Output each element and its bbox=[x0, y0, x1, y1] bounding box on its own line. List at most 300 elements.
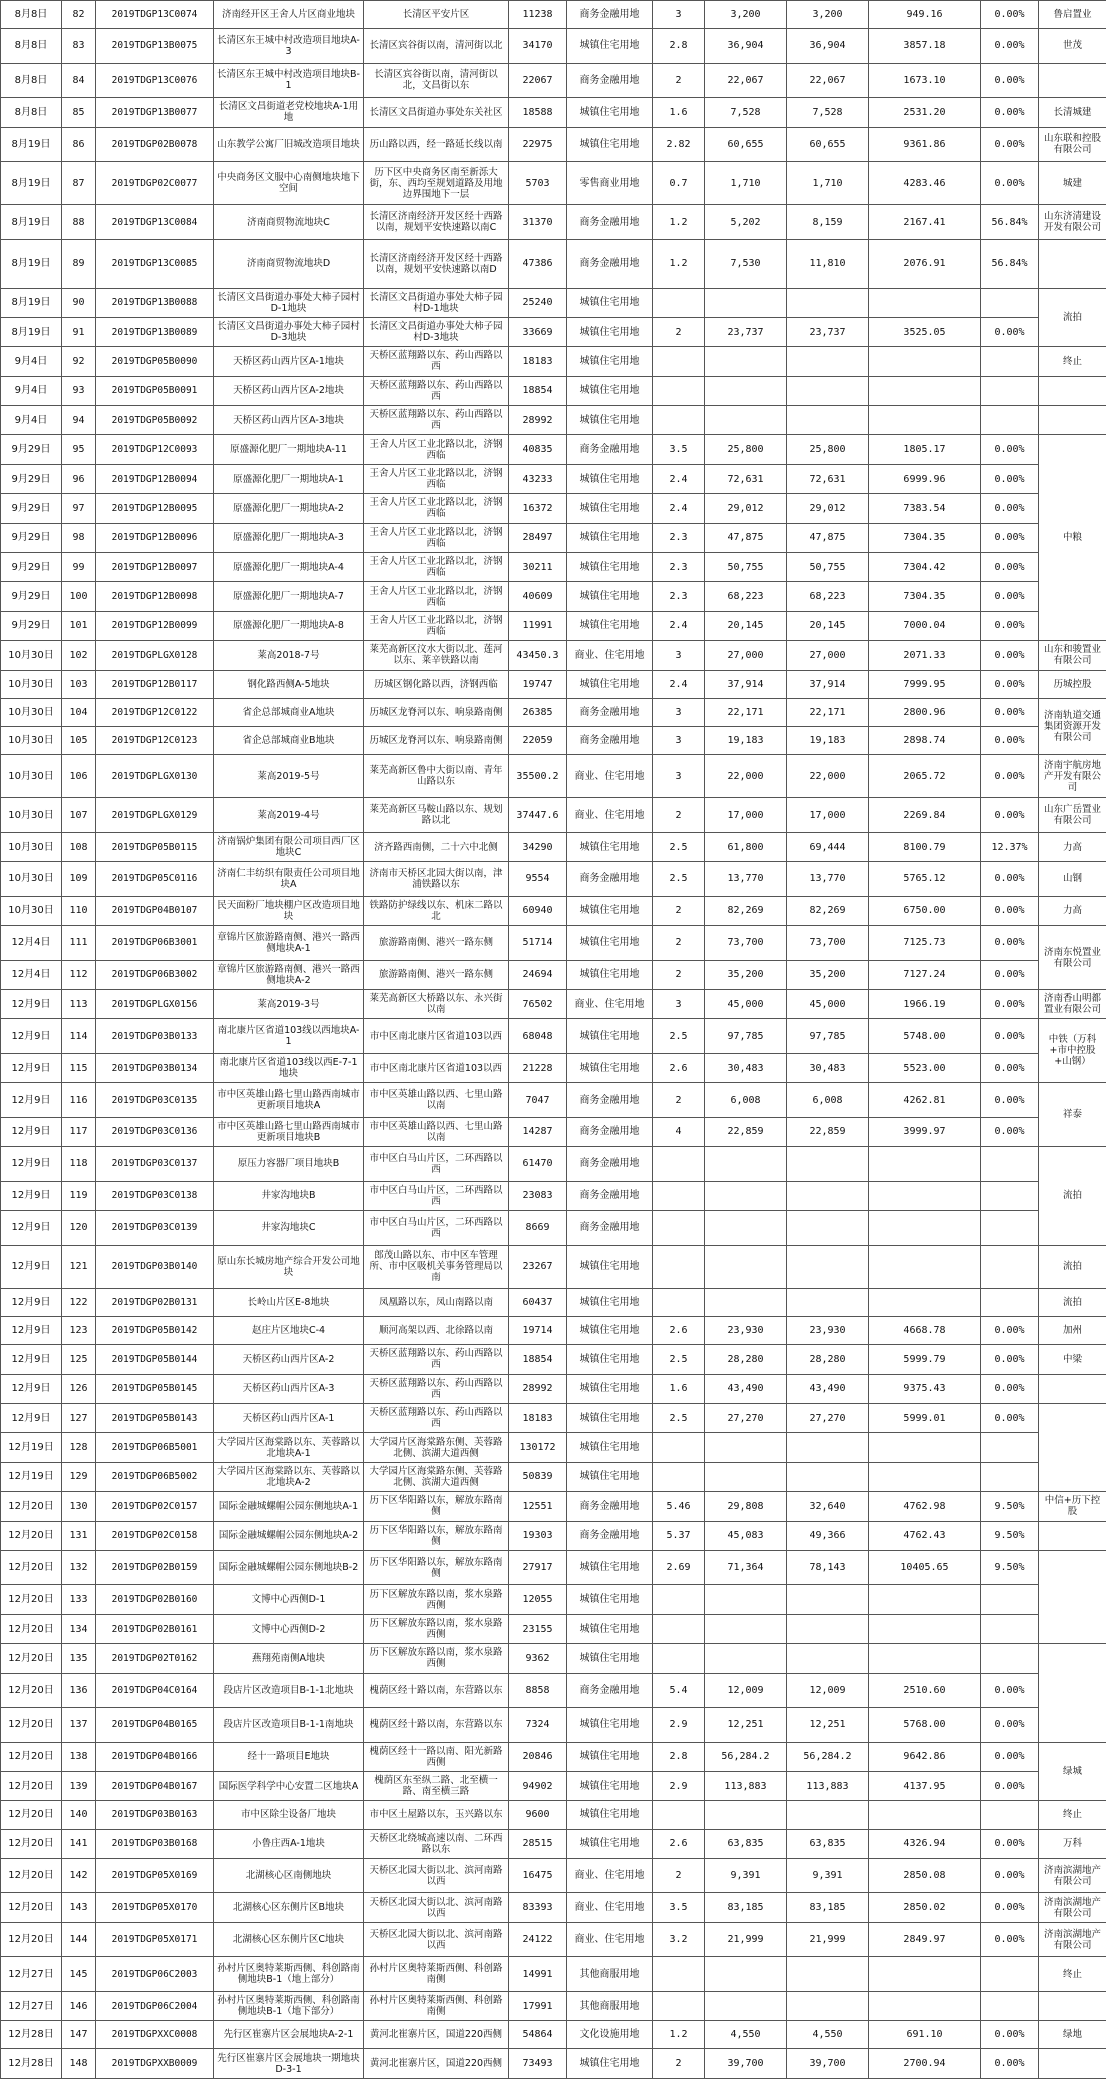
floor-price: 2076.91 bbox=[869, 239, 981, 288]
land-use: 城镇住宅用地 bbox=[567, 1550, 653, 1585]
row-number: 128 bbox=[62, 1433, 96, 1462]
land-area: 76502 bbox=[509, 990, 567, 1019]
land-use: 城镇住宅用地 bbox=[567, 406, 653, 435]
plot-ratio: 3 bbox=[653, 754, 705, 797]
parcel-name: 原压力容器厂项目地块B bbox=[214, 1147, 364, 1182]
calc-building-area: 27,000 bbox=[787, 641, 869, 670]
plot-ratio bbox=[653, 1462, 705, 1491]
parcel-name: 段店片区改造项目B-1-1南地块 bbox=[214, 1708, 364, 1743]
floor-price bbox=[869, 1462, 981, 1491]
land-area: 16475 bbox=[509, 1858, 567, 1893]
land-area: 11238 bbox=[509, 1, 567, 29]
row-number: 99 bbox=[62, 553, 96, 582]
calc-building-area bbox=[787, 1462, 869, 1491]
parcel-code: 2019TDGPLGX0156 bbox=[96, 990, 214, 1019]
table-row bbox=[1, 1289, 1106, 1317]
land-area: 8669 bbox=[509, 1211, 567, 1246]
land-area: 60437 bbox=[509, 1289, 567, 1317]
parcel-location: 大学园片区海棠路东侧、芙蓉路北侧、滨湖大道西侧 bbox=[364, 1433, 509, 1462]
calc-building-area bbox=[787, 288, 869, 317]
parcel-name: 长清区东王城中村改造项目地块B-1 bbox=[214, 63, 364, 98]
floor-price: 4137.95 bbox=[869, 1772, 981, 1801]
land-use: 商务金融用地 bbox=[567, 1083, 653, 1118]
plot-ratio: 2.5 bbox=[653, 1404, 705, 1433]
premium-rate: 0.00% bbox=[981, 162, 1039, 205]
table-row bbox=[1, 1957, 1106, 1992]
land-area: 73493 bbox=[509, 2049, 567, 2079]
parcel-location: 天桥区蓝翔路以东、药山西路以西 bbox=[364, 347, 509, 376]
floor-price: 7304.35 bbox=[869, 582, 981, 611]
buyer bbox=[1039, 1644, 1106, 1742]
row-number: 125 bbox=[62, 1345, 96, 1374]
parcel-location: 历下区解放东路以南，浆水泉路西侧 bbox=[364, 1614, 509, 1643]
parcel-code: 2019TDGP02C0077 bbox=[96, 162, 214, 205]
parcel-name: 省企总部城商业A地块 bbox=[214, 698, 364, 726]
floor-price: 4668.78 bbox=[869, 1317, 981, 1345]
row-date: 10月30日 bbox=[1, 726, 62, 754]
floor-price bbox=[869, 1957, 981, 1992]
row-number: 95 bbox=[62, 435, 96, 464]
land-use: 商务金融用地 bbox=[567, 1492, 653, 1521]
land-area: 33669 bbox=[509, 317, 567, 346]
row-date: 8月8日 bbox=[1, 1, 62, 29]
land-area: 23267 bbox=[509, 1245, 567, 1288]
parcel-location: 市中区英雄山路以西、七里山路以南 bbox=[364, 1117, 509, 1146]
parcel-code: 2019TDGP12C0122 bbox=[96, 698, 214, 726]
land-area: 31370 bbox=[509, 205, 567, 240]
buyer: 流拍 bbox=[1039, 1147, 1106, 1245]
building-area: 28,280 bbox=[705, 1345, 787, 1374]
calc-building-area: 37,914 bbox=[787, 670, 869, 698]
row-date: 10月30日 bbox=[1, 641, 62, 670]
row-number: 145 bbox=[62, 1957, 96, 1992]
plot-ratio: 3 bbox=[653, 641, 705, 670]
premium-rate: 0.00% bbox=[981, 127, 1039, 162]
buyer: 流拍 bbox=[1039, 1245, 1106, 1288]
row-date: 8月19日 bbox=[1, 288, 62, 317]
plot-ratio: 1.2 bbox=[653, 239, 705, 288]
floor-price bbox=[869, 347, 981, 376]
premium-rate bbox=[981, 1211, 1039, 1246]
parcel-code: 2019TDGP05B0092 bbox=[96, 406, 214, 435]
land-area: 18183 bbox=[509, 1404, 567, 1433]
premium-rate bbox=[981, 1801, 1039, 1829]
parcel-code: 2019TDGP03C0139 bbox=[96, 1211, 214, 1246]
parcel-name: 国际医学科学中心安置二区地块A bbox=[214, 1772, 364, 1801]
calc-building-area bbox=[787, 376, 869, 405]
land-area: 23083 bbox=[509, 1181, 567, 1210]
floor-price: 5768.00 bbox=[869, 1708, 981, 1743]
building-area: 22,067 bbox=[705, 63, 787, 98]
floor-price: 1966.19 bbox=[869, 990, 981, 1019]
table-row bbox=[1, 1801, 1106, 1829]
row-date: 12月20日 bbox=[1, 1492, 62, 1521]
building-area bbox=[705, 1644, 787, 1673]
table-row bbox=[1, 832, 1106, 861]
buyer bbox=[1039, 1374, 1106, 1403]
row-date: 12月20日 bbox=[1, 1550, 62, 1585]
floor-price: 5748.00 bbox=[869, 1019, 981, 1054]
parcel-name: 省企总部城商业B地块 bbox=[214, 726, 364, 754]
parcel-code: 2019TDGP04B0107 bbox=[96, 896, 214, 925]
land-use: 城镇住宅用地 bbox=[567, 1374, 653, 1403]
row-date: 12月28日 bbox=[1, 2021, 62, 2049]
floor-price: 7125.73 bbox=[869, 926, 981, 961]
plot-ratio: 2.6 bbox=[653, 1053, 705, 1082]
plot-ratio bbox=[653, 1181, 705, 1210]
parcel-code: 2019TDGP04B0167 bbox=[96, 1772, 214, 1801]
calc-building-area: 45,000 bbox=[787, 990, 869, 1019]
parcel-location: 王舍人片区工业北路以北，济钢西临 bbox=[364, 611, 509, 640]
land-use: 商务金融用地 bbox=[567, 1673, 653, 1708]
land-area: 16372 bbox=[509, 494, 567, 523]
row-number: 136 bbox=[62, 1673, 96, 1708]
table-row bbox=[1, 798, 1106, 833]
plot-ratio bbox=[653, 376, 705, 405]
table-row bbox=[1, 1893, 1106, 1922]
parcel-location: 莱芜高新区马鞍山路以东、规划路以北 bbox=[364, 798, 509, 833]
row-date: 9月4日 bbox=[1, 347, 62, 376]
parcel-name: 井家沟地块B bbox=[214, 1181, 364, 1210]
premium-rate: 0.00% bbox=[981, 1893, 1039, 1922]
parcel-code: 2019TDGP04C0164 bbox=[96, 1673, 214, 1708]
buyer: 济南轨道交通集团资源开发有限公司 bbox=[1039, 698, 1106, 754]
plot-ratio: 5.4 bbox=[653, 1673, 705, 1708]
plot-ratio: 2 bbox=[653, 63, 705, 98]
land-area: 19747 bbox=[509, 670, 567, 698]
parcel-name: 长清区东王城中村改造项目地块A-3 bbox=[214, 29, 364, 64]
building-area: 22,171 bbox=[705, 698, 787, 726]
premium-rate: 0.00% bbox=[981, 726, 1039, 754]
premium-rate: 0.00% bbox=[981, 1673, 1039, 1708]
floor-price: 2849.97 bbox=[869, 1922, 981, 1957]
parcel-name: 莱高2019-5号 bbox=[214, 754, 364, 797]
calc-building-area: 27,270 bbox=[787, 1404, 869, 1433]
plot-ratio: 2.5 bbox=[653, 832, 705, 861]
row-date: 10月30日 bbox=[1, 754, 62, 797]
buyer: 历城控股 bbox=[1039, 670, 1106, 698]
parcel-location: 历下区解放东路以南，浆水泉路西侧 bbox=[364, 1585, 509, 1614]
row-number: 132 bbox=[62, 1550, 96, 1585]
building-area bbox=[705, 1991, 787, 2020]
row-number: 88 bbox=[62, 205, 96, 240]
table-row bbox=[1, 1019, 1106, 1054]
parcel-code: 2019TDGP05B0143 bbox=[96, 1404, 214, 1433]
parcel-code: 2019TDGP12B0095 bbox=[96, 494, 214, 523]
calc-building-area: 32,640 bbox=[787, 1492, 869, 1521]
building-area bbox=[705, 1245, 787, 1288]
table-row bbox=[1, 1585, 1106, 1614]
row-number: 110 bbox=[62, 896, 96, 925]
premium-rate: 0.00% bbox=[981, 641, 1039, 670]
land-area: 18854 bbox=[509, 1345, 567, 1374]
premium-rate bbox=[981, 1991, 1039, 2020]
parcel-code: 2019TDGP03B0133 bbox=[96, 1019, 214, 1054]
table-row bbox=[1, 1858, 1106, 1893]
land-area: 28497 bbox=[509, 523, 567, 552]
parcel-name: 原盛源化肥厂一期地块A-3 bbox=[214, 523, 364, 552]
floor-price bbox=[869, 376, 981, 405]
parcel-location: 历城区龙脊河以东、响泉路南侧 bbox=[364, 698, 509, 726]
premium-rate: 0.00% bbox=[981, 754, 1039, 797]
building-area: 35,200 bbox=[705, 960, 787, 989]
calc-building-area: 9,391 bbox=[787, 1858, 869, 1893]
row-number: 97 bbox=[62, 494, 96, 523]
table-row bbox=[1, 1117, 1106, 1146]
plot-ratio: 5.46 bbox=[653, 1492, 705, 1521]
row-date: 12月20日 bbox=[1, 1708, 62, 1743]
row-date: 8月19日 bbox=[1, 162, 62, 205]
land-area: 21228 bbox=[509, 1053, 567, 1082]
floor-price: 4762.98 bbox=[869, 1492, 981, 1521]
land-area: 22059 bbox=[509, 726, 567, 754]
parcel-code: 2019TDGP05B0091 bbox=[96, 376, 214, 405]
row-date: 8月8日 bbox=[1, 29, 62, 64]
parcel-code: 2019TDGPLGX0128 bbox=[96, 641, 214, 670]
row-number: 104 bbox=[62, 698, 96, 726]
parcel-name: 先行区崔寨片区会展地块一期地块D-3-1 bbox=[214, 2049, 364, 2079]
parcel-location: 凤凰路以东，凤山南路以南 bbox=[364, 1289, 509, 1317]
row-date: 12月9日 bbox=[1, 1083, 62, 1118]
row-date: 9月4日 bbox=[1, 376, 62, 405]
parcel-location: 长清区宾谷街以南，清河街以北，文昌街以东 bbox=[364, 63, 509, 98]
parcel-location: 历下区中央商务区南至新泺大街，东、西均至规划道路及用地边界围地下一层 bbox=[364, 162, 509, 205]
premium-rate: 0.00% bbox=[981, 1404, 1039, 1433]
premium-rate: 0.00% bbox=[981, 1742, 1039, 1771]
plot-ratio: 2.69 bbox=[653, 1550, 705, 1585]
floor-price: 3999.97 bbox=[869, 1117, 981, 1146]
building-area: 36,904 bbox=[705, 29, 787, 64]
parcel-name: 原山东长城房地产综合开发公司地块 bbox=[214, 1245, 364, 1288]
parcel-name: 章锦片区旅游路南侧、港兴一路西侧地块A-1 bbox=[214, 926, 364, 961]
calc-building-area bbox=[787, 1991, 869, 2020]
plot-ratio: 3 bbox=[653, 698, 705, 726]
parcel-location: 天桥区北园大街以北、滨河南路以西 bbox=[364, 1858, 509, 1893]
table-row bbox=[1, 1492, 1106, 1521]
parcel-name: 南北康片区省道103线以西E-7-1地块 bbox=[214, 1053, 364, 1082]
buyer: 绿城 bbox=[1039, 1742, 1106, 1801]
row-number: 119 bbox=[62, 1181, 96, 1210]
premium-rate: 56.84% bbox=[981, 239, 1039, 288]
parcel-location: 长清区济南经济开发区经十西路以南，规划平安快速路以南C bbox=[364, 205, 509, 240]
land-use: 城镇住宅用地 bbox=[567, 960, 653, 989]
calc-building-area bbox=[787, 1147, 869, 1182]
parcel-location: 长清区济南经济开发区经十西路以南，规划平安快速路以南D bbox=[364, 239, 509, 288]
parcel-name: 赵庄片区地块C-4 bbox=[214, 1317, 364, 1345]
table-row bbox=[1, 1708, 1106, 1743]
parcel-code: 2019TDGP03B0163 bbox=[96, 1801, 214, 1829]
row-number: 129 bbox=[62, 1462, 96, 1491]
floor-price: 4262.81 bbox=[869, 1083, 981, 1118]
calc-building-area: 22,859 bbox=[787, 1117, 869, 1146]
parcel-code: 2019TDGP03C0137 bbox=[96, 1147, 214, 1182]
parcel-code: 2019TDGP05B0144 bbox=[96, 1345, 214, 1374]
land-use: 商业、住宅用地 bbox=[567, 641, 653, 670]
land-area: 17991 bbox=[509, 1991, 567, 2020]
building-area bbox=[705, 1462, 787, 1491]
table-row bbox=[1, 1374, 1106, 1403]
land-area: 12055 bbox=[509, 1585, 567, 1614]
calc-building-area: 22,171 bbox=[787, 698, 869, 726]
buyer bbox=[1039, 239, 1106, 288]
row-number: 84 bbox=[62, 63, 96, 98]
row-date: 9月29日 bbox=[1, 464, 62, 493]
premium-rate: 0.00% bbox=[981, 1374, 1039, 1403]
building-area: 45,083 bbox=[705, 1521, 787, 1550]
land-area: 19714 bbox=[509, 1317, 567, 1345]
land-use: 商务金融用地 bbox=[567, 239, 653, 288]
building-area: 71,364 bbox=[705, 1550, 787, 1585]
parcel-location: 历山路以西，经一路延长线以南 bbox=[364, 127, 509, 162]
buyer: 终止 bbox=[1039, 1957, 1106, 1992]
row-date: 12月20日 bbox=[1, 1585, 62, 1614]
floor-price: 3525.05 bbox=[869, 317, 981, 346]
building-area: 22,859 bbox=[705, 1117, 787, 1146]
land-use: 城镇住宅用地 bbox=[567, 2049, 653, 2079]
premium-rate bbox=[981, 288, 1039, 317]
building-area: 13,770 bbox=[705, 862, 787, 897]
parcel-name: 北湖核心区南侧地块 bbox=[214, 1858, 364, 1893]
land-area: 14991 bbox=[509, 1957, 567, 1992]
land-use: 零售商业用地 bbox=[567, 162, 653, 205]
building-area: 23,930 bbox=[705, 1317, 787, 1345]
calc-building-area: 36,904 bbox=[787, 29, 869, 64]
land-use: 商业、住宅用地 bbox=[567, 1922, 653, 1957]
parcel-code: 2019TDGP05C0116 bbox=[96, 862, 214, 897]
premium-rate: 0.00% bbox=[981, 896, 1039, 925]
building-area: 50,755 bbox=[705, 553, 787, 582]
parcel-name: 天桥区药山西片区A-2 bbox=[214, 1345, 364, 1374]
parcel-code: 2019TDGP05X0171 bbox=[96, 1922, 214, 1957]
premium-rate: 0.00% bbox=[981, 523, 1039, 552]
building-area: 68,223 bbox=[705, 582, 787, 611]
plot-ratio: 1.6 bbox=[653, 1374, 705, 1403]
floor-price: 6999.96 bbox=[869, 464, 981, 493]
parcel-name: 市中区英雄山路七里山路西南城市更新项目地块A bbox=[214, 1083, 364, 1118]
row-date: 8月8日 bbox=[1, 63, 62, 98]
parcel-code: 2019TDGP04B0165 bbox=[96, 1708, 214, 1743]
land-use: 城镇住宅用地 bbox=[567, 127, 653, 162]
table-row bbox=[1, 464, 1106, 493]
table-row bbox=[1, 1, 1106, 29]
floor-price: 2800.96 bbox=[869, 698, 981, 726]
land-use: 商务金融用地 bbox=[567, 1117, 653, 1146]
table-row bbox=[1, 896, 1106, 925]
table-row bbox=[1, 670, 1106, 698]
row-date: 8月19日 bbox=[1, 205, 62, 240]
row-number: 116 bbox=[62, 1083, 96, 1118]
plot-ratio bbox=[653, 1991, 705, 2020]
parcel-location: 历下区华阳路以东，解放东路南侧 bbox=[364, 1521, 509, 1550]
table-row bbox=[1, 1433, 1106, 1462]
land-use: 商业、住宅用地 bbox=[567, 1858, 653, 1893]
floor-price: 7304.35 bbox=[869, 523, 981, 552]
row-number: 96 bbox=[62, 464, 96, 493]
row-number: 111 bbox=[62, 926, 96, 961]
table-row bbox=[1, 1550, 1106, 1585]
building-area bbox=[705, 1585, 787, 1614]
buyer: 长清城建 bbox=[1039, 98, 1106, 127]
parcel-code: 2019TDGP02B0131 bbox=[96, 1289, 214, 1317]
premium-rate: 0.00% bbox=[981, 63, 1039, 98]
calc-building-area: 22,000 bbox=[787, 754, 869, 797]
land-use: 城镇住宅用地 bbox=[567, 98, 653, 127]
building-area: 30,483 bbox=[705, 1053, 787, 1082]
floor-price: 7127.24 bbox=[869, 960, 981, 989]
calc-building-area: 8,159 bbox=[787, 205, 869, 240]
parcel-name: 莱高2019-3号 bbox=[214, 990, 364, 1019]
buyer: 流拍 bbox=[1039, 288, 1106, 347]
buyer: 济南滨湖地产有限公司 bbox=[1039, 1893, 1106, 1922]
row-number: 148 bbox=[62, 2049, 96, 2079]
parcel-code: 2019TDGP12B0117 bbox=[96, 670, 214, 698]
land-area: 8858 bbox=[509, 1673, 567, 1708]
row-date: 8月8日 bbox=[1, 98, 62, 127]
parcel-name: 井家沟地块C bbox=[214, 1211, 364, 1246]
calc-building-area: 82,269 bbox=[787, 896, 869, 925]
row-date: 8月19日 bbox=[1, 127, 62, 162]
row-date: 8月19日 bbox=[1, 317, 62, 346]
premium-rate: 9.50% bbox=[981, 1550, 1039, 1585]
calc-building-area: 35,200 bbox=[787, 960, 869, 989]
floor-price: 4283.46 bbox=[869, 162, 981, 205]
building-area: 113,883 bbox=[705, 1772, 787, 1801]
parcel-name: 原盛源化肥厂一期地块A-11 bbox=[214, 435, 364, 464]
parcel-code: 2019TDGP12B0098 bbox=[96, 582, 214, 611]
buyer: 力高 bbox=[1039, 832, 1106, 861]
calc-building-area: 28,280 bbox=[787, 1345, 869, 1374]
floor-price: 2510.60 bbox=[869, 1673, 981, 1708]
building-area: 20,145 bbox=[705, 611, 787, 640]
buyer: 流拍 bbox=[1039, 1289, 1106, 1317]
buyer bbox=[1039, 63, 1106, 98]
parcel-code: 2019TDGP13B0089 bbox=[96, 317, 214, 346]
floor-price: 2850.08 bbox=[869, 1858, 981, 1893]
parcel-location: 旅游路南侧、港兴一路东侧 bbox=[364, 960, 509, 989]
parcel-location: 莱芜高新区大桥路以东、永兴街以南 bbox=[364, 990, 509, 1019]
buyer: 终止 bbox=[1039, 1801, 1106, 1829]
premium-rate: 56.84% bbox=[981, 205, 1039, 240]
building-area: 23,737 bbox=[705, 317, 787, 346]
calc-building-area: 25,800 bbox=[787, 435, 869, 464]
floor-price: 5765.12 bbox=[869, 862, 981, 897]
parcel-name: 民天面粉厂地块棚户区改造项目地块 bbox=[214, 896, 364, 925]
building-area bbox=[705, 376, 787, 405]
row-number: 126 bbox=[62, 1374, 96, 1403]
calc-building-area: 23,930 bbox=[787, 1317, 869, 1345]
parcel-code: 2019TDGP05B0145 bbox=[96, 1374, 214, 1403]
premium-rate: 0.00% bbox=[981, 1, 1039, 29]
parcel-location: 市中区白马山片区，二环西路以西 bbox=[364, 1211, 509, 1246]
land-area: 7047 bbox=[509, 1083, 567, 1118]
parcel-location: 历下区解放东路以南，浆水泉路西侧 bbox=[364, 1644, 509, 1673]
floor-price: 7304.42 bbox=[869, 553, 981, 582]
parcel-location: 王舍人片区工业北路以北，济钢西临 bbox=[364, 523, 509, 552]
premium-rate bbox=[981, 347, 1039, 376]
land-use: 城镇住宅用地 bbox=[567, 1245, 653, 1288]
parcel-name: 国际金融城螺帽公园东侧地块A-1 bbox=[214, 1492, 364, 1521]
row-date: 12月20日 bbox=[1, 1614, 62, 1643]
parcel-location: 市中区南北康片区省道103以西 bbox=[364, 1053, 509, 1082]
floor-price bbox=[869, 288, 981, 317]
buyer bbox=[1039, 1991, 1106, 2020]
floor-price bbox=[869, 406, 981, 435]
land-area: 18588 bbox=[509, 98, 567, 127]
row-number: 144 bbox=[62, 1922, 96, 1957]
parcel-location: 槐荫区经十一路以南、阳光新路西侧 bbox=[364, 1742, 509, 1771]
parcel-code: 2019TDGP13B0088 bbox=[96, 288, 214, 317]
row-number: 108 bbox=[62, 832, 96, 861]
